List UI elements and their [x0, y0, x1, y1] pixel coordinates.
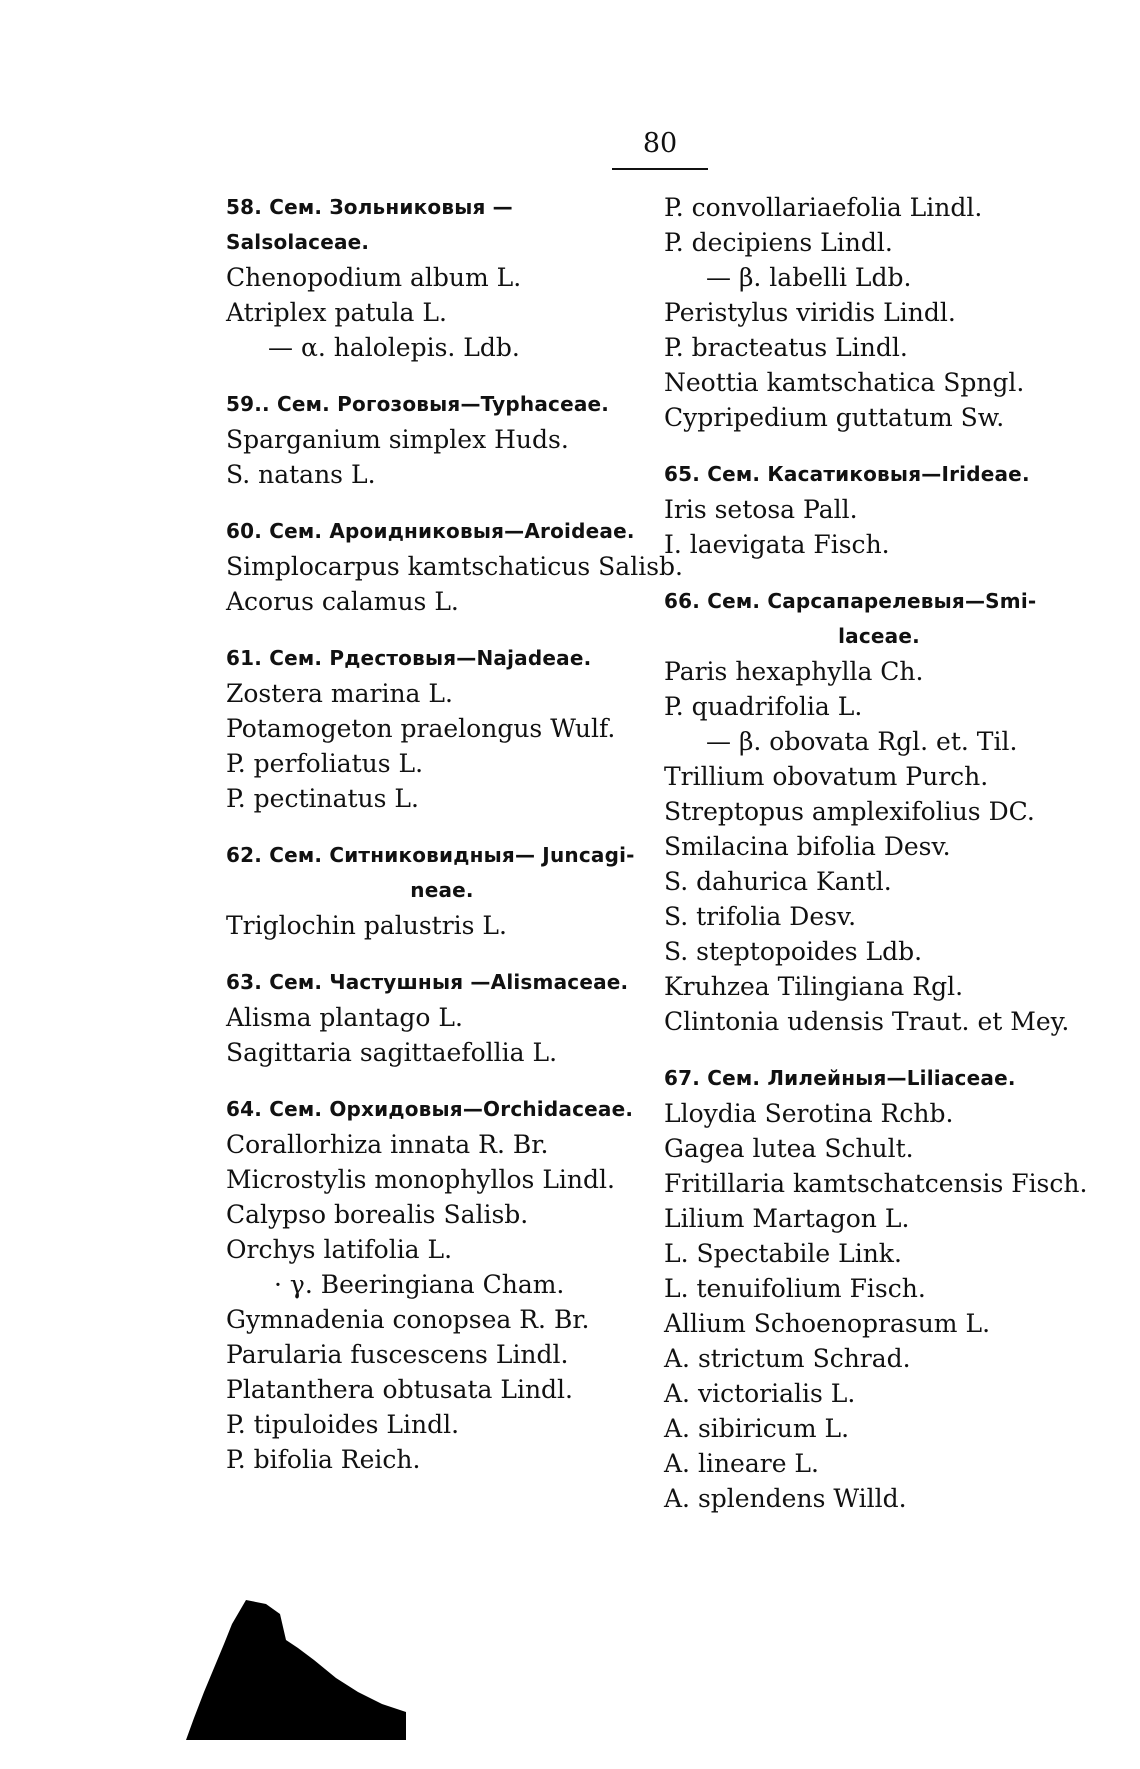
- species-entry: Sagittaria sagittaefollia L.: [226, 1038, 558, 1067]
- family-heading-text: 59.. Сем. Рогозовыя—Typhaceae.: [226, 392, 610, 416]
- species-entry: Potamogeton praelongus Wulf.: [226, 714, 616, 743]
- family-heading: [226, 838, 658, 908]
- species-entry: Atriplex patula L.: [226, 298, 447, 327]
- family-heading-text: 61. Сем. Рдестовыя—Najadeae.: [226, 646, 592, 670]
- family-heading-continuation: neae.: [410, 878, 474, 902]
- species-entry: P. convollariaefolia Lindl.: [664, 193, 983, 222]
- family-heading: [226, 641, 658, 676]
- species-entry: S. natans L.: [226, 460, 376, 489]
- species-entry: Kruhzea Tilingiana Rgl.: [664, 972, 964, 1001]
- family-heading-text: 62. Сем. Ситниковидныя— Juncagi-: [226, 843, 635, 867]
- species-entry: — β. obovata Rgl. et. Til.: [706, 727, 1018, 756]
- species-entry: Neottia kamtschatica Spngl.: [664, 368, 1025, 397]
- species-entry: Lilium Martagon L.: [664, 1204, 910, 1233]
- species-entry: Sparganium simplex Huds.: [226, 425, 569, 454]
- left-column: [226, 190, 683, 1477]
- species-entry: Acorus calamus L.: [226, 587, 459, 616]
- species-entry: P. decipiens Lindl.: [664, 228, 893, 257]
- species-entry: Gagea lutea Schult.: [664, 1134, 914, 1163]
- family-heading-continuation: laceae.: [838, 624, 920, 648]
- family-heading-text: 60. Сем. Ароидниковыя—Aroideae.: [226, 519, 635, 543]
- species-entry: Gymnadenia conopsea R. Br.: [226, 1305, 590, 1334]
- species-entry: L. tenuifolium Fisch.: [664, 1274, 926, 1303]
- species-entry: Iris setosa Pall.: [664, 495, 858, 524]
- family-heading: [664, 457, 1094, 492]
- family-heading-text: 58. Сем. Зольниковыя — Salsolaceae.: [226, 195, 513, 254]
- species-entry: I. laevigata Fisch.: [664, 530, 890, 559]
- page-number-rule: [612, 168, 708, 170]
- species-entry: Orchys latifolia L.: [226, 1235, 453, 1264]
- species-entry: Platanthera obtusata Lindl.: [226, 1375, 573, 1404]
- family-heading: [226, 387, 658, 422]
- species-entry: — β. labelli Ldb.: [706, 263, 912, 292]
- species-entry: Microstylis monophyllos Lindl.: [226, 1165, 615, 1194]
- species-entry: Triglochin palustris L.: [226, 911, 507, 940]
- species-entry: S. trifolia Desv.: [664, 902, 857, 931]
- family-heading: [664, 1061, 1094, 1096]
- species-entry: Peristylus viridis Lindl.: [664, 298, 956, 327]
- species-entry: Cypripedium guttatum Sw.: [664, 403, 1005, 432]
- species-entry: A. sibiricum L.: [664, 1414, 850, 1443]
- species-entry: P. tipuloides Lindl.: [226, 1410, 460, 1439]
- family-heading-text: 65. Сем. Касатиковыя—Irideae.: [664, 462, 1030, 486]
- species-entry: Trillium obovatum Purch.: [664, 762, 989, 791]
- family-heading: [226, 965, 658, 1000]
- species-entry: Alisma plantago L.: [226, 1003, 463, 1032]
- species-entry: Calypso borealis Salisb.: [226, 1200, 529, 1229]
- right-column: [664, 190, 1094, 1516]
- family-heading: [226, 1092, 658, 1127]
- species-entry: Fritillaria kamtschatcensis Fisch.: [664, 1169, 1088, 1198]
- species-entry: L. Spectabile Link.: [664, 1239, 902, 1268]
- species-entry: — α. halolepis. Ldb.: [268, 333, 520, 362]
- family-heading-text: 63. Сем. Частушныя —Alismaceae.: [226, 970, 629, 994]
- species-entry: Allium Schoenoprasum L.: [664, 1309, 991, 1338]
- species-entry: Lloydia Serotina Rchb.: [664, 1099, 954, 1128]
- page-number: 80: [642, 128, 678, 159]
- family-heading: [664, 584, 1094, 654]
- species-entry: P. perfoliatus L.: [226, 749, 424, 778]
- species-entry: P. pectinatus L.: [226, 784, 419, 813]
- family-heading: [226, 514, 658, 549]
- species-entry: A. victorialis L.: [664, 1379, 856, 1408]
- species-entry: Zostera marina L.: [226, 679, 453, 708]
- species-entry: Streptopus amplexifolius DC.: [664, 797, 1035, 826]
- species-entry: Clintonia udensis Traut. et Mey.: [664, 1007, 1070, 1036]
- family-heading-text: 66. Сем. Сарсапарелевыя—Smi-: [664, 589, 1037, 613]
- species-entry: Simplocarpus kamtschaticus Salisb.: [226, 552, 683, 581]
- family-heading-text: 64. Сем. Орхидовыя—Orchidaceae.: [226, 1097, 634, 1121]
- ink-blot-mark: [186, 1600, 406, 1740]
- species-entry: Smilacina bifolia Desv.: [664, 832, 951, 861]
- species-entry: P. bifolia Reich.: [226, 1445, 421, 1474]
- family-heading: [226, 190, 658, 260]
- species-entry: Corallorhiza innata R. Br.: [226, 1130, 549, 1159]
- species-entry: A. strictum Schrad.: [664, 1344, 911, 1373]
- species-entry: P. bracteatus Lindl.: [664, 333, 908, 362]
- species-entry: P. quadrifolia L.: [664, 692, 863, 721]
- species-entry: Chenopodium album L.: [226, 263, 522, 292]
- species-entry: · γ. Beeringiana Cham.: [274, 1270, 565, 1299]
- species-entry: A. splendens Willd.: [664, 1484, 907, 1513]
- species-entry: Parularia fuscescens Lindl.: [226, 1340, 569, 1369]
- family-heading-text: 67. Сем. Лилейныя—Liliaceae.: [664, 1066, 1016, 1090]
- species-entry: Paris hexaphylla Ch.: [664, 657, 924, 686]
- species-entry: A. lineare L.: [664, 1449, 819, 1478]
- species-entry: S. steptopoides Ldb.: [664, 937, 923, 966]
- species-entry: S. dahurica Kantl.: [664, 867, 892, 896]
